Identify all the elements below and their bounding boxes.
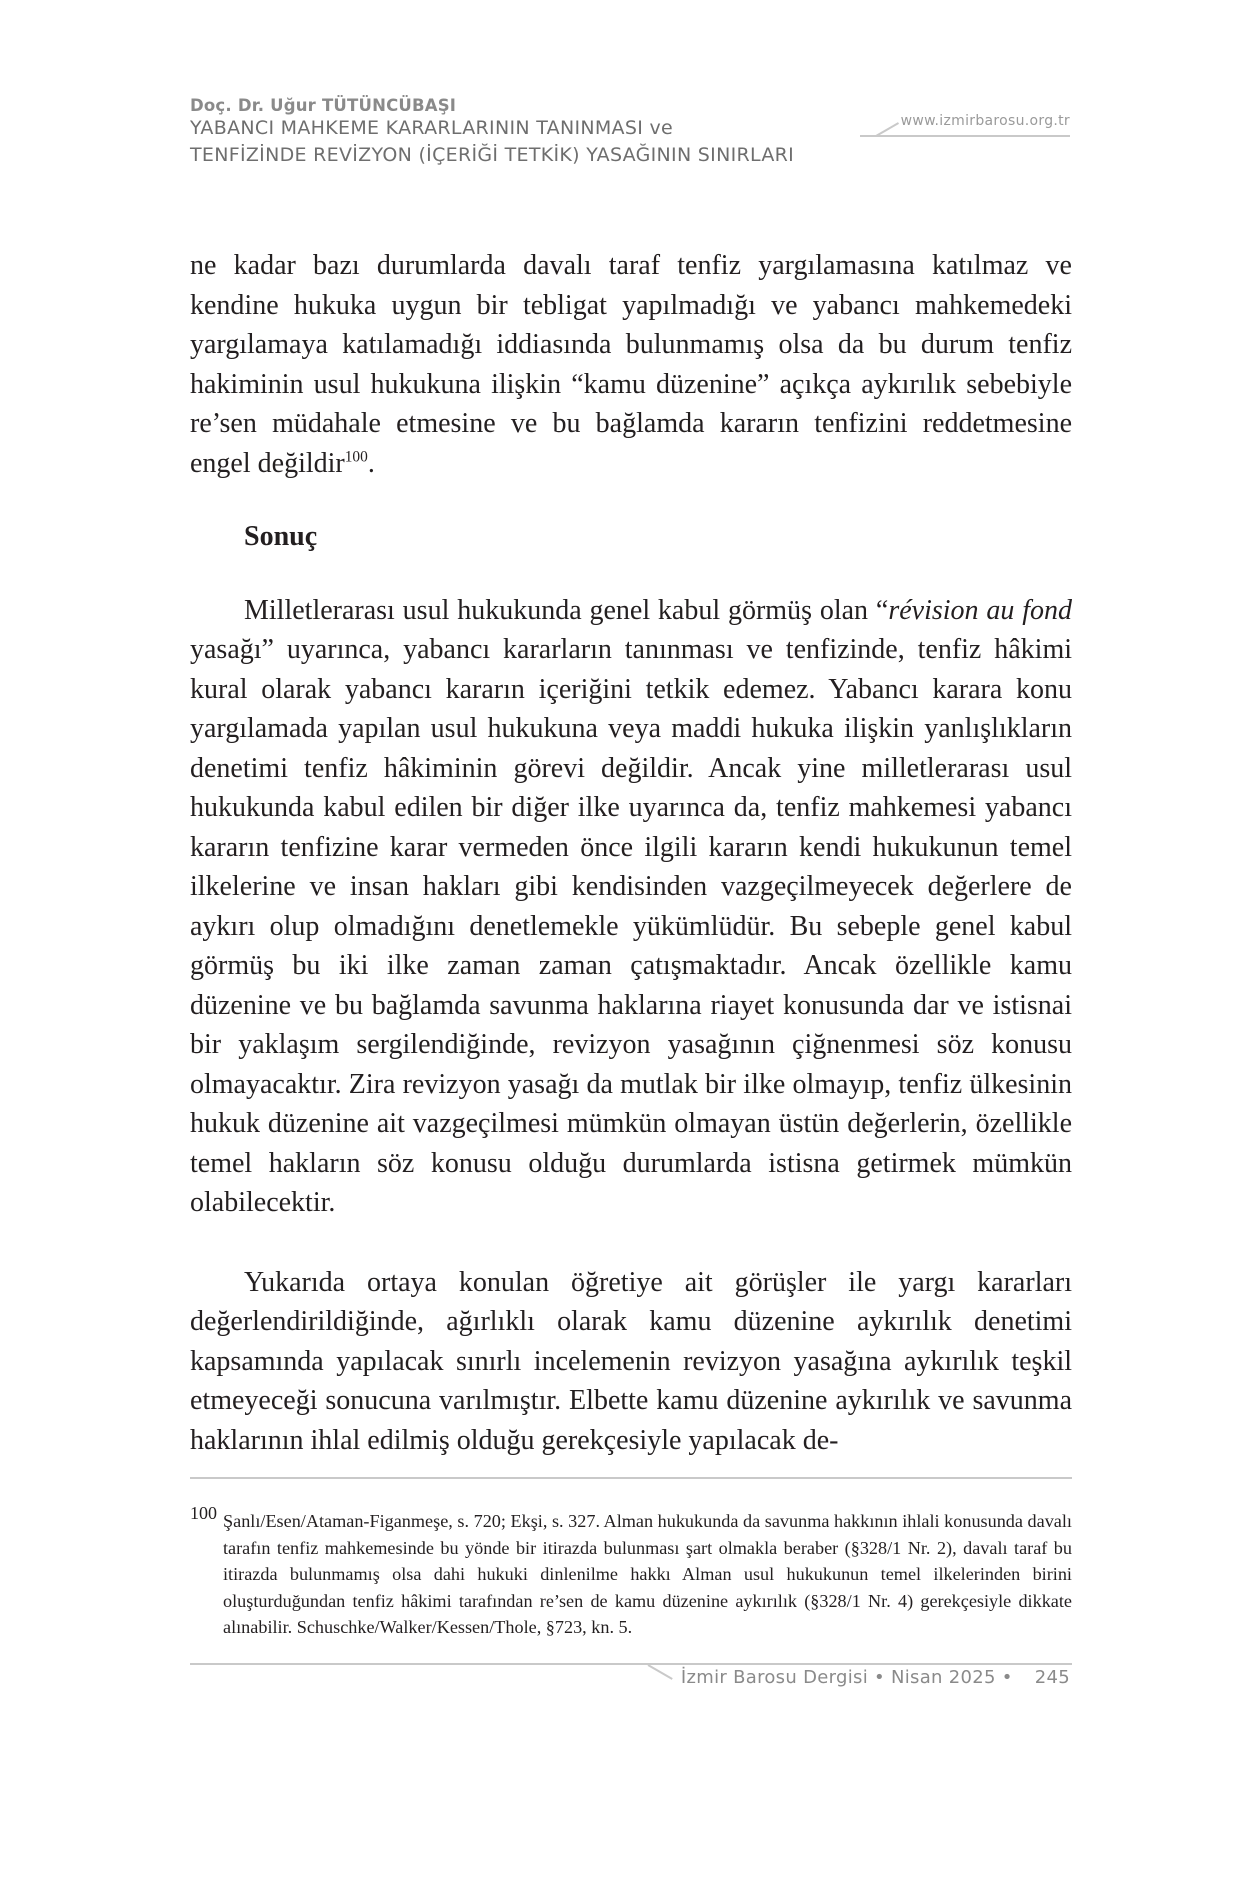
conclusion-paragraph-1: Milletlerarası usul hukukunda genel kabul görmüş olan “révision au fond yasağı” uyarınca, yabancı kararların tanınması ve tenfizinde, tenfiz hâkimi kural olarak yabancı kararın içeriğini tetkik edemez. Yabancı karara konu yargılamada yapılan usul hukukuna veya maddi hukuka ilişkin yanlışlıkların denetimi tenfiz hâkiminin görevi değildir. Ancak yine milletlerarası usul hukukunda kabul edilen bir diğer ilke uyarınca da, tenfiz mahkemesi yabancı kararın tenfizine karar vermeden önce ilgili kararın kendi hukukunun temel ilkelerine ve insan hakları gibi kendisinden vazgeçilmeyecek değerlere de aykırı olup olmadığını denetlemekle yükümlüdür. Bu sebeple genel kabul görmüş bu iki ilke zaman zaman çatışmaktadır. Ancak özellikle kamu düzenine ve bu bağlamda savunma haklarına riayet konusunda dar ve istisnai bir yaklaşım sergilendiğinde, revizyon yasağının çiğnenmesi söz konusu olmayacaktır. Zira revizyon yasağı da mutlak bir ilke olmayıp, tenfiz ülkesinin hukuk düzenine ait vazgeçilmesi mümkün olmayan üstün değerlerin, özellikle temel hakların söz konusu olduğu durumlarda istisna getirmek mümkün olabilecektir. — [190, 594, 1072, 1218]
footnote-separator — [190, 1477, 1072, 1479]
running-footer — [681, 1667, 1070, 1688]
section-heading: Sonuç — [244, 521, 318, 552]
conclusion-paragraph-2: Yukarıda ortaya konulan öğretiye ait görüşler ile yargı kararları değerlendirildiğinde, ağırlıklı olarak kamu düzenine aykırılık denetimi kapsamında yapılacak sınırlı incelemenin revizyon yasağına aykırılık teşkil etmeyeceği sonucuna varılmıştır. Elbette kamu düzenine aykırılık ve savunma haklarının ihlal edilmiş olduğu gerekçesiyle yapılacak de- — [190, 1266, 1072, 1456]
footnote-text: Şanlı/Esen/Ataman-Figanmeşe, s. 720; Ekşi, s. 327. Alman hukukunda da savunma hakkının ihlali konusunda davalı tarafın tenfiz mahkemesinde bu yönde bir itirazda bulunması şart olmakla beraber (§328/1 Nr. 2), davalı taraf bu itirazda bulunmamış olsa dahi hukuki dinlenilme hakkı Alman usul hukukunun temel ilkelerinden birini oluşturduğundan tenfiz hâkimi tarafından re’sen de kamu düzenine aykırılık (§328/1 Nr. 4) gerekçesiyle dikkate alınabilir. Schuschke/Walker/Kessen/Thole, §723, kn. 5. — [223, 1511, 1072, 1638]
footer-rule-accent — [648, 1664, 673, 1680]
footnote — [190, 1503, 1072, 1641]
footnote-number: 100 — [190, 1503, 217, 1523]
author-name: Doç. Dr. Uğur TÜTÜNCÜBAŞI — [190, 96, 457, 115]
article-title-line-2: TENFİZİNDE REVİZYON (İÇERİĞİ TETKİK) YASAĞININ SINIRLARI — [190, 144, 795, 166]
running-header — [190, 96, 1070, 169]
page-number: 245 — [1034, 1667, 1070, 1688]
footer-rule — [190, 1663, 1072, 1665]
article-title-line-1: YABANCI MAHKEME KARARLARININ TANINMASI ve — [190, 117, 673, 139]
journal-name: İzmir Barosu Dergisi • Nisan 2025 • — [680, 1667, 1013, 1688]
italic-term: révision au fond — [888, 594, 1072, 626]
main-text — [190, 246, 1072, 1460]
paragraph-continued: ne kadar bazı durumlarda davalı taraf tenfiz yargılamasına katılmaz ve kendine hukuka uygun bir tebligat yapılmadığı ve yabancı mahkemedeki yargılamaya katılamadığı iddiasında bulunmamış olsa da bu durum tenfiz hakiminin usul hukukuna ilişkin “kamu düzenine” açıkça aykırılık sebebiyle re’sen müdahale etmesine ve bu bağlamda kararın tenfizini reddetmesine engel değildir$^{100}$. — [190, 250, 1072, 479]
header-rule — [860, 135, 1070, 137]
website-url: www.izmirbarosu.org.tr — [900, 113, 1070, 129]
footnote-reference: 100 — [344, 448, 368, 466]
